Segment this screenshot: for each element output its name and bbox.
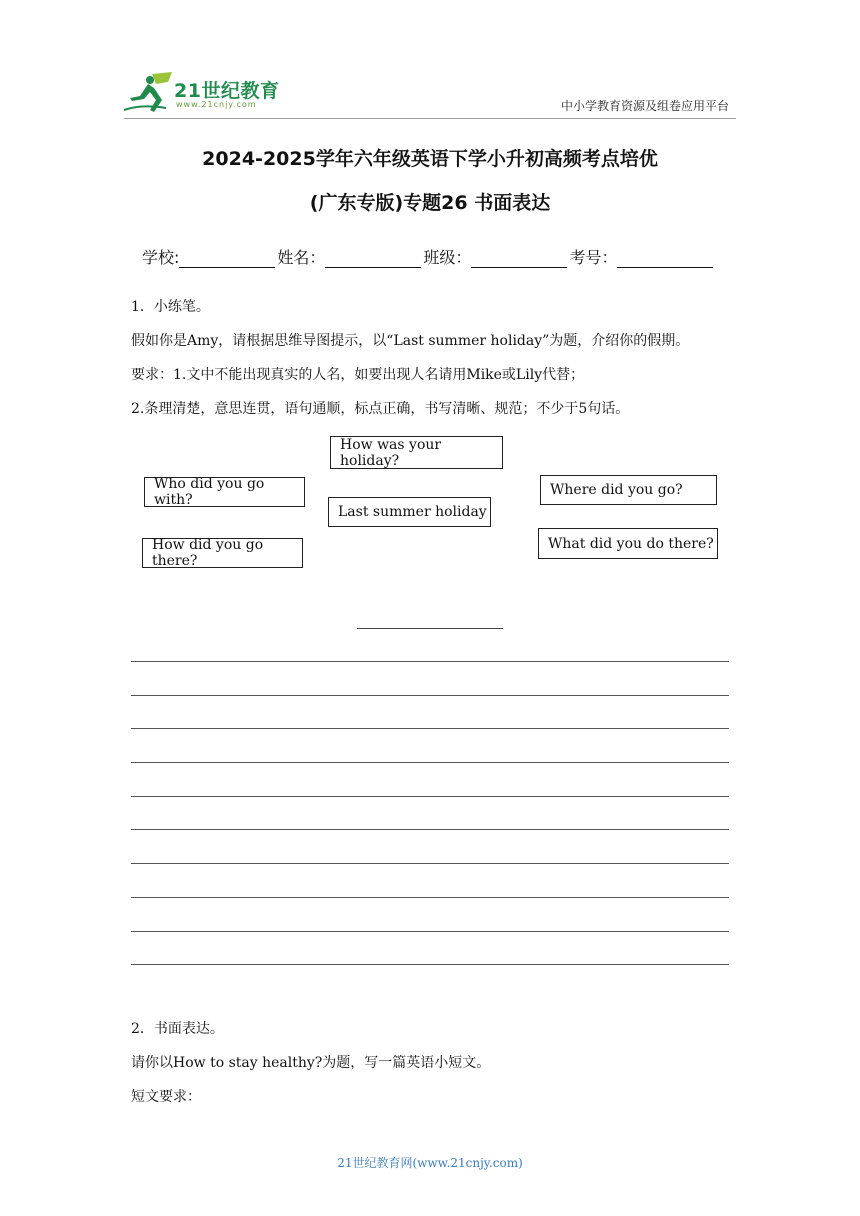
header-platform-text: 中小学教育资源及组卷应用平台 (560, 99, 729, 113)
q1-requirement-1: 要求：1.文中不能出现真实的人名，如要出现人名请用Mike或Lily代替； (131, 367, 585, 383)
writing-line[interactable] (131, 728, 729, 729)
q1-prompt: 假如你是Amy，请根据思维导图提示，以“Last summer holiday”为题，介绍你的假期。 (131, 333, 690, 349)
footer-source[interactable]: 21世纪教育网(www.21cnjy.com) (337, 1156, 523, 1170)
mindmap-center-box: Last summer holiday (328, 497, 491, 527)
logo-url: www.21cnjy.com (176, 100, 257, 109)
q1-requirement-2: 2.条理清楚，意思连贯，语句通顺，标点正确，书写清晰、规范；不少于5句话。 (131, 401, 630, 417)
name-blank[interactable] (325, 250, 421, 268)
name-field[interactable] (277, 245, 423, 268)
number-label: 考号： (569, 248, 618, 267)
mindmap-top-box: How was your holiday? (330, 436, 503, 469)
page-title-line-1: 2024-2025学年六年级英语下学小升初高频考点培优 (202, 148, 658, 170)
name-label: 姓名： (277, 248, 326, 267)
mindmap-right-top-box: Where did you go? (540, 475, 717, 505)
number-field[interactable] (569, 245, 715, 268)
essay-title-blank[interactable] (357, 628, 503, 629)
class-blank[interactable] (471, 250, 567, 268)
mindmap-right-bottom-box: What did you do there? (538, 528, 718, 559)
school-field[interactable] (142, 245, 277, 268)
q2-prompt: 请你以How to stay healthy?为题，写一篇英语小短文。 (131, 1055, 491, 1071)
header-divider (124, 118, 736, 119)
writing-line[interactable] (131, 661, 729, 662)
writing-line[interactable] (131, 695, 729, 696)
writing-line[interactable] (131, 897, 729, 898)
class-field[interactable] (423, 245, 569, 268)
q2-number: 2．书面表达。 (131, 1021, 224, 1037)
school-label: 学校: (142, 248, 180, 267)
logo-text: 21世纪教育 (174, 80, 280, 102)
writing-line[interactable] (131, 964, 729, 965)
runner-logo-icon (122, 70, 178, 116)
logo (122, 70, 292, 116)
writing-line[interactable] (131, 829, 729, 830)
student-info-row (142, 245, 715, 268)
writing-line[interactable] (131, 863, 729, 864)
number-blank[interactable] (617, 250, 713, 268)
q1-number: 1．小练笔。 (131, 299, 210, 315)
writing-line[interactable] (131, 931, 729, 932)
class-label: 班级： (423, 248, 472, 267)
writing-line[interactable] (131, 762, 729, 763)
school-blank[interactable] (179, 250, 275, 268)
writing-line[interactable] (131, 796, 729, 797)
page-title-line-2: (广东专版)专题26 书面表达 (309, 192, 551, 214)
mindmap-left-bottom-box: How did you go there? (142, 538, 303, 568)
q2-requirement: 短文要求： (131, 1089, 201, 1105)
mindmap-left-top-box: Who did you go with? (144, 477, 305, 507)
